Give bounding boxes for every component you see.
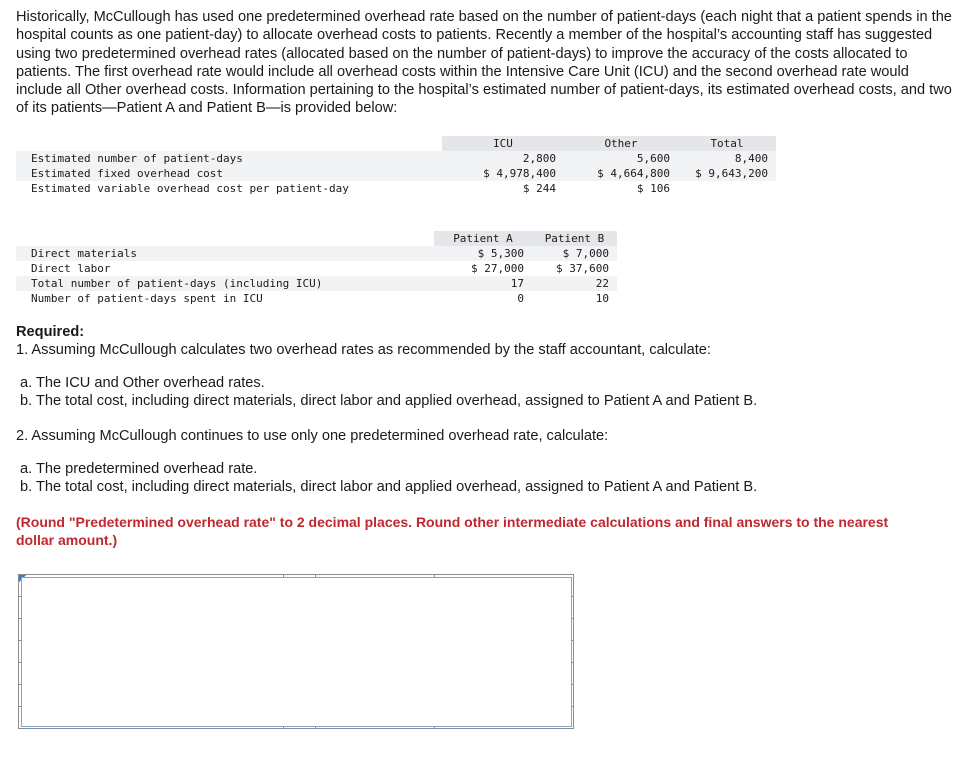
- row-label: Estimated variable overhead cost per patient-day: [31, 182, 349, 195]
- row-label: Estimated fixed overhead cost: [16, 166, 442, 181]
- total-cost-b-2b-input[interactable]: [316, 707, 435, 729]
- cell-value: $ 7,000: [532, 246, 617, 261]
- cell-value: 22: [532, 276, 617, 291]
- table-row: [16, 181, 776, 196]
- currency-cell: [284, 707, 316, 729]
- table-row: [16, 151, 776, 166]
- header-patient-b: Patient B: [532, 231, 617, 246]
- table-row: [16, 246, 617, 261]
- row-label: Direct labor: [31, 262, 111, 275]
- cell-value: $ 106: [636, 182, 670, 195]
- question-2b: b. The total cost, including direct materials, direct labor and applied overhead, assigned to Patient A and Patient B.: [20, 479, 758, 495]
- header-patient-a: Patient A: [434, 231, 532, 246]
- question-2: 2. Assuming McCullough continues to use only one predetermined overhead rate, calculate:: [16, 428, 609, 444]
- answer-row: [19, 707, 574, 729]
- rounding-instructions: (Round "Predetermined overhead rate" to 2 decimal places. Round other intermediate calculations and final answers to the nearest dollar amount.): [16, 514, 889, 548]
- header-other: Other: [564, 136, 678, 151]
- cell-value: $ 37,600: [556, 262, 609, 275]
- cell-value: 10: [595, 292, 609, 305]
- cell-value: 2,800: [442, 151, 564, 166]
- overhead-data-table: [16, 136, 776, 196]
- patient-data-table: [16, 231, 617, 306]
- cell-value: 0: [517, 292, 524, 305]
- cell-value: 5,600: [564, 151, 678, 166]
- question-1a: a. The ICU and Other overhead rates.: [20, 375, 265, 391]
- row-label: Total number of patient-days (including ICU): [16, 276, 434, 291]
- cell-value: $ 4,664,800: [564, 166, 678, 181]
- table-row: [16, 276, 617, 291]
- row-label: Number of patient-days spent in ICU: [31, 292, 263, 305]
- question-2a: a. The predetermined overhead rate.: [20, 461, 258, 477]
- table-row: [16, 291, 617, 306]
- cell-value: $ 244: [522, 182, 556, 195]
- problem-intro: Historically, McCullough has used one predetermined overhead rate based on the number of patient-days (each night that a patient spends in the hospital counts as one patient-day) to allocate overhead costs to patients. Recently a member of the hospital’s accounting staff has suggested using two predetermined overhead rates (allocated based on the number of patient-days) to improve the accuracy of the costs allocated to patients. The first overhead rate would include all overhead costs within the Intensive Care Unit (ICU) and the second overhead rate would include all Other overhead costs. Information pertaining to the hospital’s estimated number of patient-days, its estimated overhead costs, and two of its patients—Patient A and Patient B—is provided below:: [16, 9, 952, 117]
- header-icu: ICU: [442, 136, 564, 151]
- row-label: Estimated number of patient-days: [16, 151, 442, 166]
- cell-value: $ 9,643,200: [678, 166, 776, 181]
- cell-value: $ 4,978,400: [442, 166, 564, 181]
- cell-value: 17: [434, 276, 532, 291]
- cell-value: $ 27,000: [471, 262, 524, 275]
- header-total: Total: [678, 136, 776, 151]
- cell-value: 8,400: [678, 151, 776, 166]
- required-heading: Required:: [16, 324, 85, 340]
- question-1: 1. Assuming McCullough calculates two overhead rates as recommended by the staff accountant, calculate:: [16, 342, 711, 358]
- row-label: Direct materials: [16, 246, 434, 261]
- table-row: [16, 261, 617, 276]
- table-row: [16, 166, 776, 181]
- cell-value: [678, 181, 776, 196]
- answer-table: [18, 574, 574, 729]
- question-1b: b. The total cost, including direct materials, direct labor and applied overhead, assigned to Patient A and Patient B.: [20, 393, 758, 409]
- cell-value: $ 5,300: [434, 246, 532, 261]
